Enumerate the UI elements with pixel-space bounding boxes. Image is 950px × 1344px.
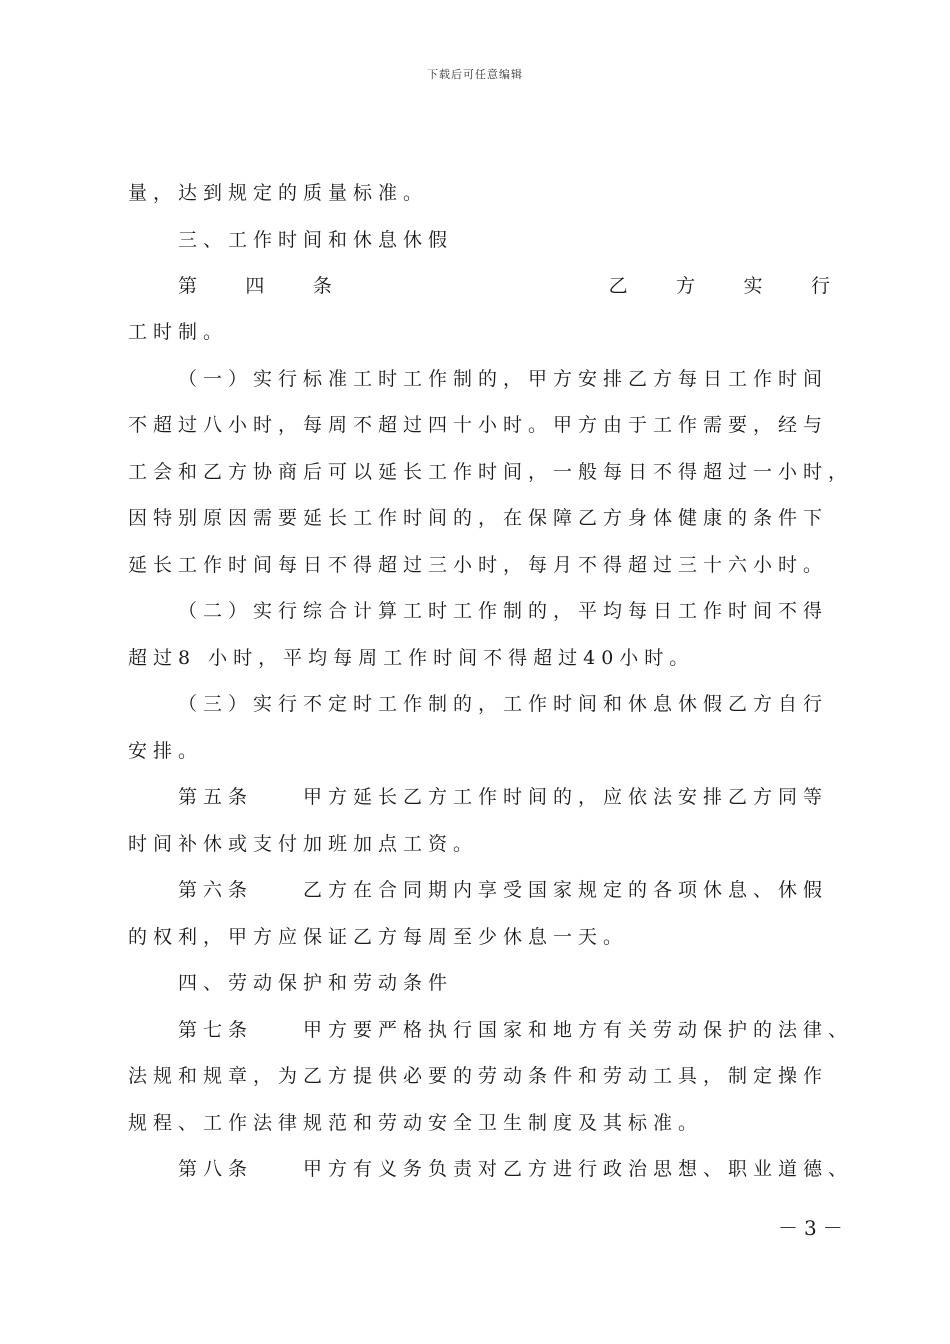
paragraph-line: 第五条 甲方延长乙方工作时间的，应依法安排乙方同等 [178,786,829,808]
article-4-word: 第 [178,275,198,297]
paragraph-line: 工会和乙方协商后可以延长工作时间，一般每日不得超过一小时， [128,461,854,483]
paragraph-line: 时间补休或支付加班加点工资。 [128,833,479,855]
paragraph-line: 第七条 甲方要严格执行国家和地方有关劳动保护的法律、 [178,1019,854,1041]
paragraph-line: （二）实行综合计算工时工作制的，平均每日工作时间不得 [178,600,829,622]
page-header: 下载后可任意编辑 [427,68,523,81]
paragraph-line: 不超过八小时，每周不超过四十小时。甲方由于工作需要，经与 [128,414,829,436]
paragraph-line: 第六条 乙方在合同期内享受国家规定的各项休息、休假 [178,879,829,901]
page-number: －3－ [778,1216,849,1240]
article-4-line [178,274,830,298]
paragraph-line: 法规和规章，为乙方提供必要的劳动条件和劳动工具，制定操作 [128,1065,829,1087]
article-4-word: 行 [810,275,830,297]
paragraph-line: （三）实行不定时工作制的，工作时间和休息休假乙方自行 [178,693,829,715]
article-4-word: 乙 [608,275,628,297]
paragraph-line: 安排。 [128,740,204,762]
paragraph-line: 工时制。 [128,321,229,343]
paragraph-line: 量，达到规定的质量标准。 [128,182,429,204]
section-heading-4: 四、劳动保护和劳动条件 [178,972,454,994]
paragraph-line: （一）实行标准工时工作制的，甲方安排乙方每日工作时间 [178,368,829,390]
paragraph-line: 第八条 甲方有义务负责对乙方进行政治思想、职业道德、 [178,1158,854,1180]
article-4-word: 条 [312,275,332,297]
section-heading-3: 三、工作时间和休息休假 [178,229,454,251]
paragraph-line: 因特别原因需要延长工作时间的，在保障乙方身体健康的条件下 [128,507,829,529]
blank-fill-space [380,274,560,298]
article-4-word: 四 [245,275,265,297]
article-4-word: 实 [743,275,763,297]
article-4-word: 方 [676,275,696,297]
paragraph-line: 超过8 小时，平均每周工作时间不得超过40小时。 [128,647,695,669]
paragraph-line: 的权利，甲方应保证乙方每周至少休息一天。 [128,926,629,948]
paragraph-line: 规程、工作法律规范和劳动安全卫生制度及其标准。 [128,1112,704,1134]
paragraph-line: 延长工作时间每日不得超过三小时，每月不得超过三十六小时。 [128,554,829,576]
